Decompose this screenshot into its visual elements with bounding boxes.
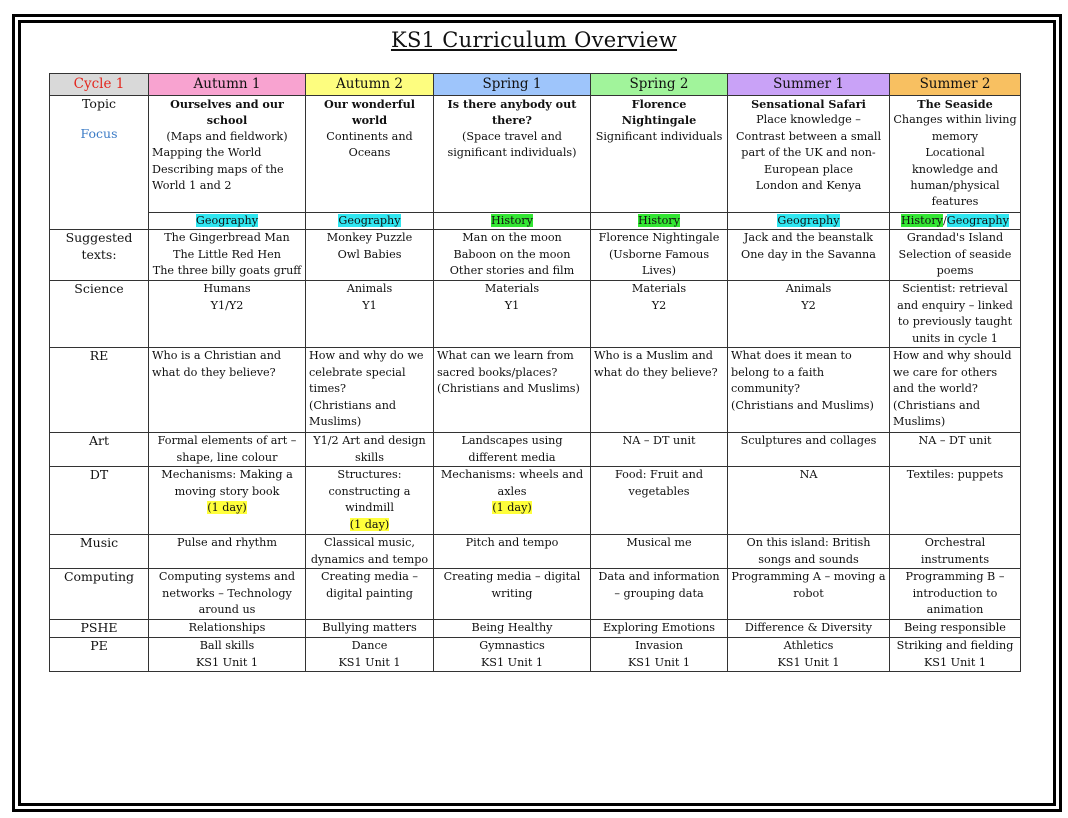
cell-line: Y2 bbox=[801, 298, 816, 312]
cell-line: Striking and fielding bbox=[896, 639, 1014, 653]
cell-line: Y1 bbox=[362, 298, 377, 312]
music-cell: Classical music, dynamics and tempo bbox=[306, 535, 434, 569]
dt-cell bbox=[434, 467, 591, 535]
re-cell bbox=[591, 348, 728, 433]
cell-line: (Christians and Muslims) bbox=[437, 382, 580, 396]
science-cell bbox=[306, 281, 434, 348]
computing-cell: Creating media – digital writing bbox=[434, 569, 591, 620]
book-title: Jack and the beanstalk bbox=[743, 231, 874, 245]
day-note: (1 day) bbox=[349, 517, 390, 531]
art-row bbox=[50, 433, 1021, 467]
subject-badge: History bbox=[901, 214, 944, 227]
header-summer-1: Summer 1 bbox=[728, 74, 890, 96]
cell-line: (Christians and Muslims) bbox=[309, 398, 397, 429]
header-autumn-1: Autumn 1 bbox=[149, 74, 306, 96]
topic-cell-summer-2 bbox=[890, 96, 1021, 213]
subject-spring-2 bbox=[591, 213, 728, 230]
topic-title: Ourselves and our school bbox=[170, 97, 284, 128]
cell-line: KS1 Unit 1 bbox=[777, 655, 840, 669]
topic-title: Florence Nightingale bbox=[621, 97, 697, 128]
re-cell bbox=[149, 348, 306, 433]
cell-line: Structures: constructing a windmill bbox=[328, 468, 411, 515]
music-cell: Musical me bbox=[591, 535, 728, 569]
music-cell: Pitch and tempo bbox=[434, 535, 591, 569]
topic-title: Sensational Safari bbox=[751, 97, 866, 111]
texts-cell bbox=[728, 230, 890, 281]
topic-title: Is there anybody out there? bbox=[447, 97, 577, 128]
topic-line: (Maps and fieldwork) bbox=[166, 129, 288, 143]
focus-label: Focus bbox=[80, 126, 118, 142]
art-cell: Landscapes using different media bbox=[434, 433, 591, 467]
header-spring-1: Spring 1 bbox=[434, 74, 591, 96]
topic-line: (Space travel and significant individuals) bbox=[447, 129, 577, 160]
cell-line: KS1 Unit 1 bbox=[195, 655, 259, 669]
science-cell bbox=[728, 281, 890, 348]
cell-line: Mechanisms: wheels and axles bbox=[440, 468, 584, 498]
cell-line: Mechanisms: Making a moving story book bbox=[161, 468, 293, 498]
cell-line: Humans bbox=[203, 282, 251, 296]
book-title: Owl Babies bbox=[337, 247, 402, 261]
texts-cell bbox=[591, 230, 728, 281]
art-cell: Y1/2 Art and design skills bbox=[306, 433, 434, 467]
re-cell bbox=[434, 348, 591, 433]
cell-line: How and why should we care for others and the world? bbox=[893, 349, 1012, 396]
cell-line: How and why do we celebrate special times? bbox=[309, 349, 424, 396]
book-title: Man on the moon bbox=[462, 231, 562, 245]
subject-badge: History bbox=[638, 214, 680, 227]
header-row bbox=[50, 74, 1021, 96]
cell-line: What can we learn from sacred books/places? bbox=[437, 349, 574, 379]
row-label-art: Art bbox=[50, 433, 149, 467]
subject-badge: Geography bbox=[338, 214, 401, 227]
cell-line: Y2 bbox=[651, 298, 667, 312]
topic-line: Place knowledge – Contrast between a small part of the UK and non-European place bbox=[735, 113, 882, 176]
music-cell: On this island: British songs and sounds bbox=[728, 535, 890, 569]
cell-line: Y1 bbox=[504, 298, 520, 312]
cell-line: Who is a Muslim and what do they believe? bbox=[594, 349, 718, 379]
row-label-re: RE bbox=[50, 348, 149, 433]
re-cell bbox=[890, 348, 1021, 433]
art-cell: NA – DT unit bbox=[890, 433, 1021, 467]
row-label-pe: PE bbox=[50, 638, 149, 672]
pe-row bbox=[50, 638, 1021, 672]
row-label-pshe: PSHE bbox=[50, 620, 149, 638]
texts-cell bbox=[306, 230, 434, 281]
re-row bbox=[50, 348, 1021, 433]
cell-line: Athletics bbox=[783, 639, 834, 653]
pshe-cell: Bullying matters bbox=[306, 620, 434, 638]
subject-badge: Geography bbox=[195, 214, 259, 227]
book-title: The three billy goats gruff bbox=[152, 264, 302, 278]
cell-line: Animals bbox=[785, 282, 832, 296]
header-summer-2: Summer 2 bbox=[890, 74, 1021, 96]
dt-cell bbox=[306, 467, 434, 535]
cell-line: Who is a Christian and what do they believe? bbox=[152, 349, 282, 379]
pshe-cell: Being responsible bbox=[890, 620, 1021, 638]
cell-line: KS1 Unit 1 bbox=[338, 655, 401, 669]
topic-line: Significant individuals bbox=[595, 129, 723, 143]
book-title: Florence Nightingale bbox=[598, 231, 720, 245]
cell-line: (Christians and Muslims) bbox=[731, 398, 874, 412]
subject-badge: History bbox=[491, 214, 533, 227]
row-label-texts: Suggested texts: bbox=[50, 230, 149, 281]
subject-badge: Geography bbox=[777, 214, 840, 227]
cell-line: Dance bbox=[351, 639, 388, 653]
pshe-cell: Relationships bbox=[149, 620, 306, 638]
row-label-music: Music bbox=[50, 535, 149, 569]
art-cell: Sculptures and collages bbox=[728, 433, 890, 467]
topic-cell-spring-2 bbox=[591, 96, 728, 213]
row-label-dt: DT bbox=[50, 467, 149, 535]
subject-focus-row bbox=[50, 213, 1021, 230]
music-cell: Pulse and rhythm bbox=[149, 535, 306, 569]
topic-cell-summer-1 bbox=[728, 96, 890, 213]
cell-line: KS1 Unit 1 bbox=[480, 655, 544, 669]
row-label-science: Science bbox=[50, 281, 149, 348]
topic-line: Describing maps of the World 1 and 2 bbox=[152, 162, 284, 193]
header-cycle: Cycle 1 bbox=[50, 74, 149, 96]
subject-spring-1 bbox=[434, 213, 591, 230]
science-cell bbox=[149, 281, 306, 348]
pshe-row bbox=[50, 620, 1021, 638]
topic-cell-autumn-2 bbox=[306, 96, 434, 213]
topic-line: Continents and Oceans bbox=[326, 129, 413, 160]
cell-line: Materials bbox=[484, 282, 540, 296]
cell-line: KS1 Unit 1 bbox=[627, 655, 691, 669]
cell-line: What does it mean to belong to a faith community? bbox=[731, 349, 852, 396]
texts-cell bbox=[149, 230, 306, 281]
header-spring-2: Spring 2 bbox=[591, 74, 728, 96]
computing-cell: Programming A – moving a robot bbox=[728, 569, 890, 620]
science-cell bbox=[890, 281, 1021, 348]
topic-cell-autumn-1 bbox=[149, 96, 306, 213]
book-title: Monkey Puzzle bbox=[326, 231, 413, 245]
book-title: (Usborne Famous Lives) bbox=[608, 247, 710, 278]
dt-cell: NA bbox=[728, 467, 890, 535]
cell-line: Animals bbox=[346, 282, 393, 296]
cell-line: Scientist: retrieval and enquiry – linked to previously taught units in cycle 1 bbox=[897, 282, 1013, 345]
science-row bbox=[50, 281, 1021, 348]
cell-line: Invasion bbox=[635, 639, 683, 653]
dt-cell: Food: Fruit and vegetables bbox=[591, 467, 728, 535]
computing-cell: Creating media – digital painting bbox=[306, 569, 434, 620]
book-title: Selection of seaside poems bbox=[898, 247, 1012, 278]
book-title: Other stories and film bbox=[449, 264, 575, 278]
re-cell bbox=[728, 348, 890, 433]
row-label-computing: Computing bbox=[50, 569, 149, 620]
computing-cell: Data and information – grouping data bbox=[591, 569, 728, 620]
pe-cell bbox=[149, 638, 306, 672]
page-title: KS1 Curriculum Overview bbox=[390, 28, 678, 52]
topic-title: Our wonderful world bbox=[324, 97, 415, 128]
texts-cell bbox=[890, 230, 1021, 281]
re-cell bbox=[306, 348, 434, 433]
header-autumn-2: Autumn 2 bbox=[306, 74, 434, 96]
book-title: Baboon on the moon bbox=[453, 247, 571, 261]
topic-title: The Seaside bbox=[917, 97, 993, 111]
pe-cell bbox=[890, 638, 1021, 672]
cell-line: Y1/Y2 bbox=[210, 298, 244, 312]
topic-line: Changes within living memory bbox=[893, 113, 1017, 143]
book-title: Grandad's Island bbox=[906, 231, 1004, 245]
pe-cell bbox=[434, 638, 591, 672]
cell-line: Materials bbox=[631, 282, 687, 296]
book-title: The Little Red Hen bbox=[173, 247, 281, 261]
topic-line: Mapping the World bbox=[152, 146, 262, 160]
topic-line: London and Kenya bbox=[755, 179, 862, 193]
book-title: One day in the Savanna bbox=[741, 247, 876, 261]
dt-cell bbox=[149, 467, 306, 535]
topic-label: Topic bbox=[82, 96, 116, 111]
cell-line: Ball skills bbox=[199, 639, 255, 653]
subject-autumn-1 bbox=[149, 213, 306, 230]
pshe-cell: Difference & Diversity bbox=[728, 620, 890, 638]
cell-line: (Christians and Muslims) bbox=[893, 398, 981, 429]
subject-summer-1 bbox=[728, 213, 890, 230]
computing-cell: Programming B – introduction to animation bbox=[890, 569, 1021, 620]
day-note: (1 day) bbox=[207, 501, 247, 515]
pshe-cell: Exploring Emotions bbox=[591, 620, 728, 638]
dt-cell: Textiles: puppets bbox=[890, 467, 1021, 535]
dt-row bbox=[50, 467, 1021, 535]
science-cell bbox=[434, 281, 591, 348]
art-cell: Formal elements of art – shape, line colour bbox=[149, 433, 306, 467]
topic-line: Locational knowledge and human/physical features bbox=[910, 146, 1000, 209]
pe-cell bbox=[728, 638, 890, 672]
topic-row bbox=[50, 96, 1021, 213]
topic-cell-spring-1 bbox=[434, 96, 591, 213]
row-label-topic bbox=[50, 96, 149, 230]
pe-cell bbox=[306, 638, 434, 672]
cell-line: Gymnastics bbox=[479, 639, 545, 653]
texts-row bbox=[50, 230, 1021, 281]
curriculum-table bbox=[49, 73, 1021, 672]
book-title: The Gingerbread Man bbox=[164, 231, 290, 245]
music-row bbox=[50, 535, 1021, 569]
computing-row bbox=[50, 569, 1021, 620]
pshe-cell: Being Healthy bbox=[434, 620, 591, 638]
science-cell bbox=[591, 281, 728, 348]
subject-autumn-2 bbox=[306, 213, 434, 230]
pe-cell bbox=[591, 638, 728, 672]
computing-cell: Computing systems and networks – Technology around us bbox=[149, 569, 306, 620]
music-cell: Orchestral instruments bbox=[890, 535, 1021, 569]
art-cell: NA – DT unit bbox=[591, 433, 728, 467]
subject-summer-2: History/Geography bbox=[890, 213, 1021, 230]
day-note: (1 day) bbox=[492, 501, 532, 515]
texts-cell bbox=[434, 230, 591, 281]
subject-badge: Geography bbox=[946, 214, 1009, 227]
cell-line: KS1 Unit 1 bbox=[923, 655, 987, 669]
